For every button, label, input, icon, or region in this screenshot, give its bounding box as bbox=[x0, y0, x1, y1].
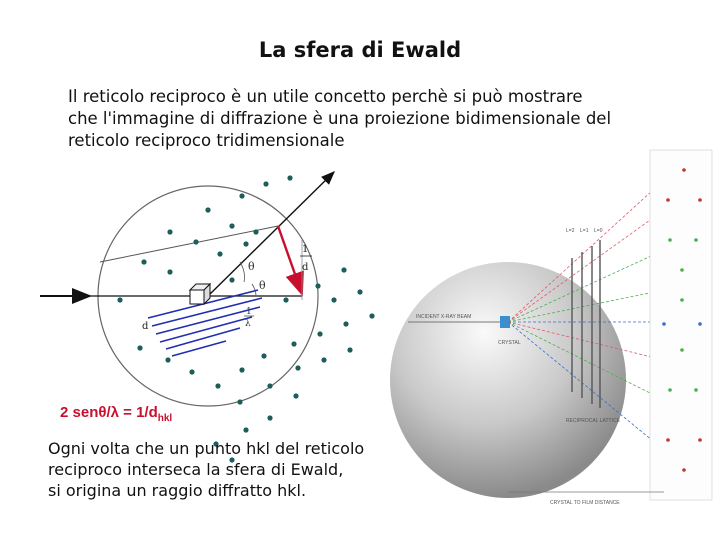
lattice-point bbox=[243, 427, 248, 432]
lattice-point bbox=[141, 259, 146, 264]
film-spot bbox=[666, 438, 670, 442]
intro-line: che l'immagine di diffrazione è una proiezione bidimensionale del bbox=[68, 109, 612, 128]
diffraction-setup-diagram bbox=[390, 150, 712, 506]
film-spot bbox=[666, 198, 670, 202]
lattice-point bbox=[291, 341, 296, 346]
bottom-line: Ogni volta che un punto hkl del reticolo bbox=[48, 439, 365, 458]
lattice-point bbox=[215, 383, 220, 388]
bragg-formula bbox=[60, 404, 172, 424]
film-plate bbox=[650, 150, 712, 500]
film-spot bbox=[698, 322, 702, 326]
distance-label: CRYSTAL TO FILM DISTANCE bbox=[550, 500, 620, 506]
lattice-point bbox=[205, 207, 210, 212]
ewald-sphere-shaded bbox=[390, 262, 626, 498]
lattice-point bbox=[229, 223, 234, 228]
formula-text: 2 senθ/λ = 1/d bbox=[60, 404, 158, 421]
crystal-cube-icon bbox=[190, 284, 210, 304]
lattice-point bbox=[347, 347, 352, 352]
angle-arc bbox=[240, 262, 245, 282]
bottom-line: si origina un raggio diffratto hkl. bbox=[48, 481, 307, 500]
lattice-point bbox=[295, 365, 300, 370]
lattice-point bbox=[189, 369, 194, 374]
lambda-label: λ bbox=[245, 319, 251, 329]
lattice-point bbox=[263, 181, 268, 186]
lattice-point bbox=[253, 229, 258, 234]
layer-label: L=0 bbox=[594, 228, 603, 234]
lattice-point bbox=[317, 331, 322, 336]
lattice-point bbox=[167, 229, 172, 234]
film-spot bbox=[662, 322, 666, 326]
layer-label: L=1 bbox=[580, 228, 589, 234]
lattice-point bbox=[341, 267, 346, 272]
lattice-point bbox=[343, 321, 348, 326]
film-spot bbox=[680, 298, 684, 302]
reciprocal-vector bbox=[278, 226, 302, 294]
lattice-point bbox=[217, 251, 222, 256]
layer-label: L=2 bbox=[566, 228, 575, 234]
chord-line bbox=[100, 226, 278, 262]
fraction-one: 1 bbox=[302, 244, 309, 255]
lattice-point bbox=[117, 297, 122, 302]
reciprocal-lattice-label: RECIPROCAL LATTICE bbox=[566, 418, 620, 424]
lattice-point bbox=[137, 345, 142, 350]
intro-line: reticolo reciproco tridimensionale bbox=[68, 131, 345, 150]
bottom-paragraph bbox=[48, 438, 388, 501]
lattice-point bbox=[293, 393, 298, 398]
film-spot bbox=[680, 348, 684, 352]
film-spot bbox=[694, 238, 698, 242]
slide-title: La sfera di Ewald bbox=[258, 38, 462, 62]
lattice-point bbox=[321, 357, 326, 362]
d-spacing-label: d bbox=[142, 321, 149, 332]
film-spot bbox=[682, 168, 686, 172]
lattice-point bbox=[283, 297, 288, 302]
lattice-point bbox=[239, 367, 244, 372]
theta-label: θ bbox=[248, 260, 255, 273]
theta-label: θ bbox=[259, 279, 266, 292]
crystal-label: CRYSTAL bbox=[498, 340, 521, 346]
bottom-line: reciproco interseca la sfera di Ewald, bbox=[48, 460, 344, 479]
film-spot bbox=[668, 238, 672, 242]
film-spot bbox=[694, 388, 698, 392]
lattice-point bbox=[331, 297, 336, 302]
diffracted-beam-arrow bbox=[208, 172, 334, 296]
lattice-point bbox=[165, 357, 170, 362]
lattice-point bbox=[229, 277, 234, 282]
lattice-point bbox=[357, 289, 362, 294]
fraction-d: d bbox=[302, 262, 309, 273]
incident-beam-label: INCIDENT X-RAY BEAM bbox=[416, 314, 472, 320]
lattice-point bbox=[267, 383, 272, 388]
lattice-point bbox=[287, 175, 292, 180]
film-spot bbox=[668, 388, 672, 392]
film-spot bbox=[698, 198, 702, 202]
lattice-point bbox=[261, 353, 266, 358]
film-spot bbox=[698, 438, 702, 442]
lattice-point bbox=[239, 193, 244, 198]
film-spot bbox=[682, 468, 686, 472]
intro-line: Il reticolo reciproco è un utile concetto perchè si può mostrare bbox=[68, 87, 583, 106]
lattice-point bbox=[267, 415, 272, 420]
lattice-point bbox=[369, 313, 374, 318]
lattice-point bbox=[237, 399, 242, 404]
fraction-one: 1 bbox=[246, 307, 252, 317]
formula-subscript: hkl bbox=[157, 413, 173, 424]
lattice-point bbox=[193, 239, 198, 244]
lattice-point bbox=[315, 283, 320, 288]
lattice-point bbox=[243, 241, 248, 246]
film-spot bbox=[680, 268, 684, 272]
lattice-point bbox=[167, 269, 172, 274]
